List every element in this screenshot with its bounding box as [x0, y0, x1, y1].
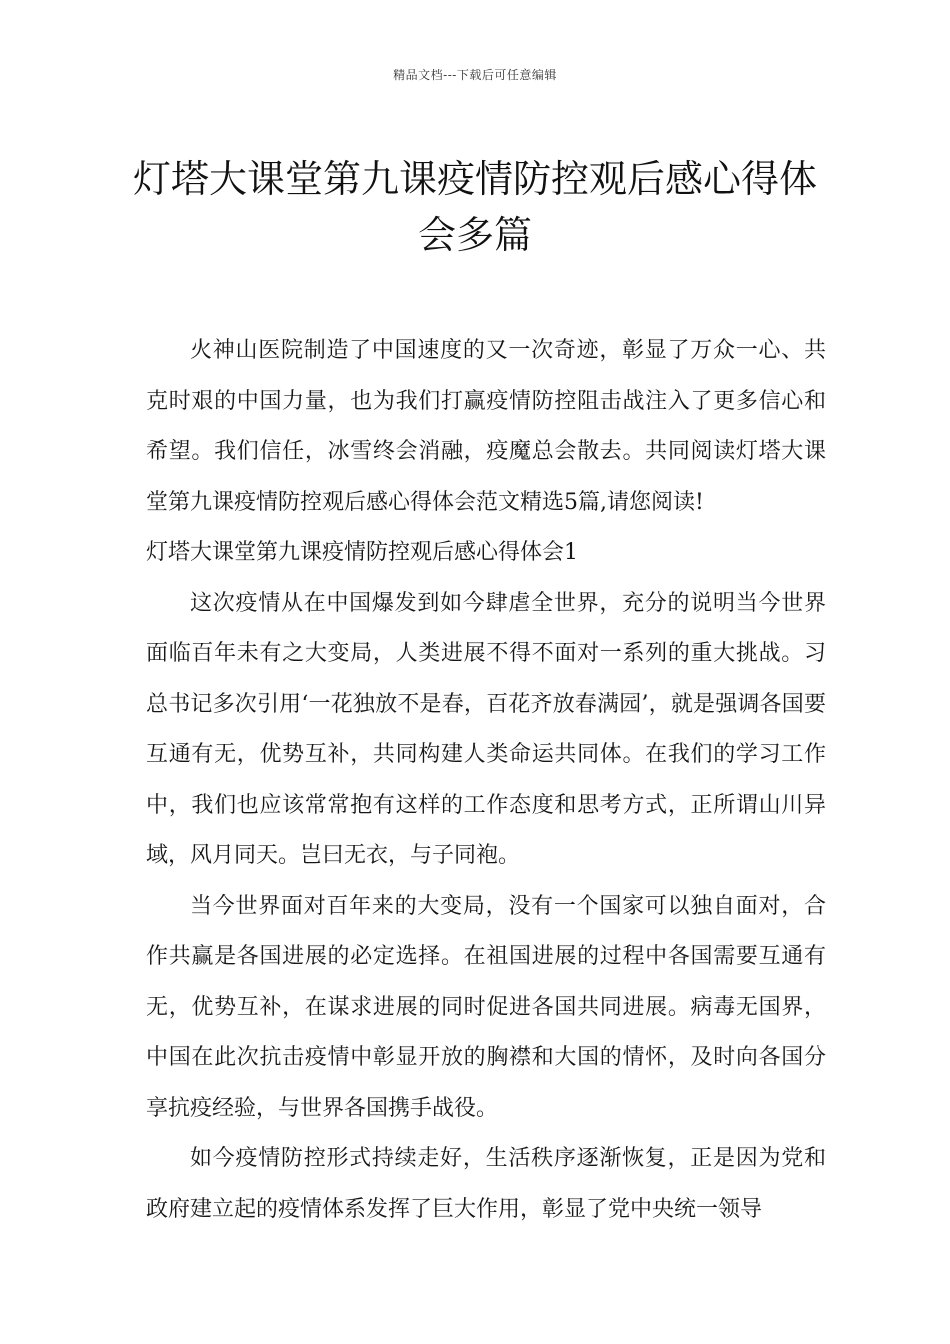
- header-note: 精品文档---下载后可任意编辑: [393, 68, 557, 82]
- paragraph: 当今世界面对百年来的大变局，没有一个国家可以独自面对，合作共赢是各国进展的必定选择。在祖国进展的过程中各国需要互通有无，优势互补，在谋求进展的同时促进各国共同进展。病毒无国界，中国在此次抗击疫情中彰显开放的胸襟和大国的情怀，及时向各国分享抗疫经验，与世界各国携手战役。: [146, 893, 826, 1121]
- paragraph-intro: 火神山医院制造了中国速度的又一次奇迹，彰显了万众一心、共克时艰的中国力量，也为我们打赢疫情防控阻击战注入了更多信心和希望。我们信任，冰雪终会消融，疫魔总会散去。共同阅读灯塔大课堂第九课疫情防控观后感心得体会范文精选5篇,请您阅读!: [146, 338, 826, 515]
- document-title: 灯塔大课堂第九课疫情防控观后感心得体会多篇: [132, 157, 817, 258]
- document-body: [146, 326, 826, 1235]
- paragraph: 如今疫情防控形式持续走好，生活秩序逐渐恢复，正是因为党和政府建立起的疫情体系发挥了巨大作用，彰显了党中央统一领导: [146, 1146, 826, 1222]
- section-heading: 灯塔大课堂第九课疫情防控观后感心得体会1: [146, 540, 578, 565]
- paragraph: 这次疫情从在中国爆发到如今肆虐全世界，充分的说明当今世界面临百年未有之大变局，人类进展不得不面对一系列的重大挑战。习总书记多次引用‘一花独放不是春，百花齐放春满园’，就是强调各国要互通有无，优势互补，共同构建人类命运共同体。在我们的学习工作中，我们也应该常常抱有这样的工作态度和思考方式，正所谓山川异域，风月同天。岂曰无衣，与子同袍。: [146, 590, 826, 868]
